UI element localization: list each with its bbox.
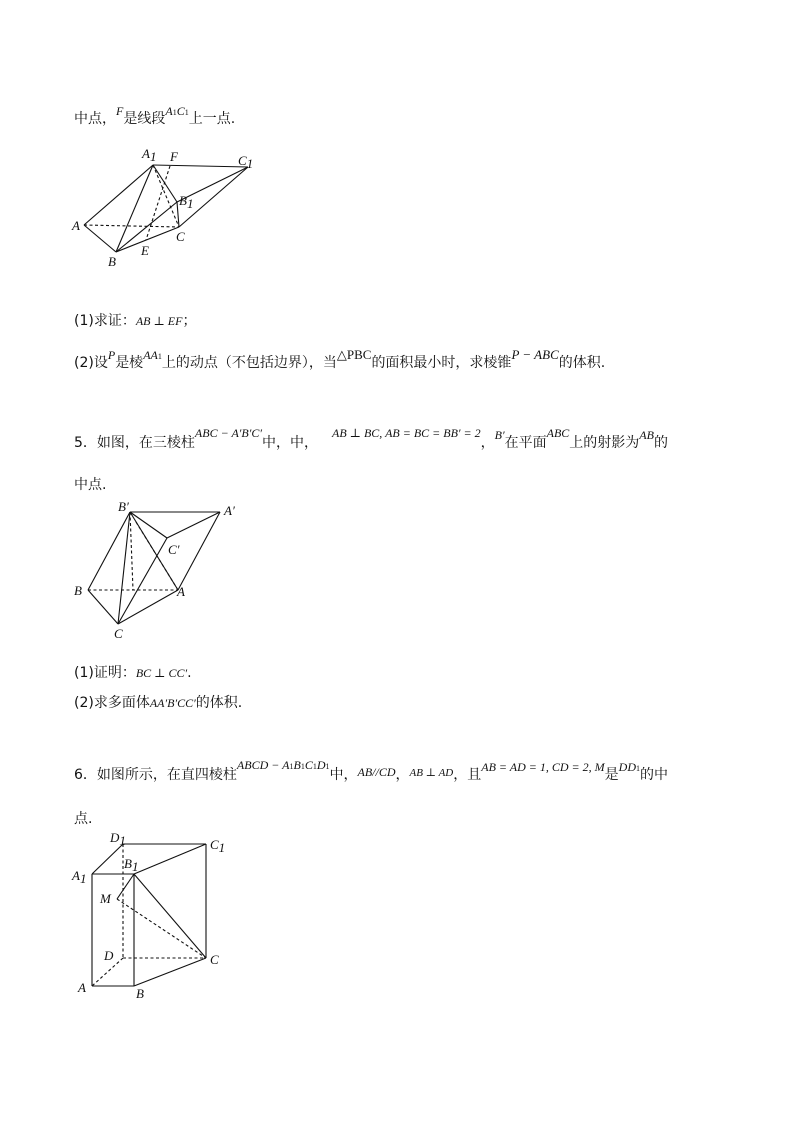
math-AB-perp-AD: AB ⊥ AD xyxy=(409,767,454,779)
text: (2)求多面体 xyxy=(74,695,150,711)
math-DD1: DD xyxy=(618,760,636,774)
math-A1C1-C: C xyxy=(176,104,185,118)
label-C: C xyxy=(114,626,123,641)
edge xyxy=(134,874,206,958)
math-AB: AB xyxy=(639,428,654,442)
label-B1: B1 xyxy=(179,193,194,211)
label-D1: D1 xyxy=(110,830,126,848)
problem4-q1 xyxy=(74,310,196,330)
text: 上的射影为 xyxy=(569,435,640,451)
problem5-q1 xyxy=(74,662,192,682)
text: 中， xyxy=(329,767,358,783)
edge xyxy=(84,225,116,252)
text: 的面积最小时，求棱锥 xyxy=(371,355,512,371)
problem-number: 6．如图所示，在直四棱柱 xyxy=(74,767,237,783)
math-A1C1-A: A xyxy=(165,104,173,118)
problem6-line1 xyxy=(74,758,668,784)
text: 中，中， xyxy=(262,435,319,451)
edge xyxy=(118,590,178,624)
math-condition: AB ⊥ BC, AB = BC = BB′ = 2 xyxy=(332,426,481,440)
text: 是棱 xyxy=(115,355,144,371)
math-AA1: AA xyxy=(143,348,158,362)
label-Cprime: C′ xyxy=(168,542,180,557)
text: 是线段 xyxy=(123,111,166,127)
text: 中点， xyxy=(74,111,116,127)
label-E: E xyxy=(141,243,149,258)
math-P: P xyxy=(107,348,116,362)
text: 上的动点（不包括边界），当 xyxy=(161,355,337,371)
label-M: M xyxy=(100,891,111,906)
label-B1: B1 xyxy=(124,856,139,874)
problem-number: 5．如图，在三棱柱 xyxy=(74,435,195,451)
math-B: B xyxy=(293,758,301,772)
text: 是 xyxy=(604,767,619,783)
subscript: 1 xyxy=(289,762,294,771)
math-prism: ABC − A′B′C′ xyxy=(194,426,263,440)
edge xyxy=(134,958,206,986)
subscript: 1 xyxy=(636,764,640,773)
label-A1: A1 xyxy=(142,146,157,164)
label-C: C xyxy=(176,229,185,244)
hidden-edge xyxy=(130,512,133,590)
text: 上一点. xyxy=(188,111,236,127)
math-Bprime: B′ xyxy=(494,428,505,442)
label-C: C xyxy=(210,952,219,967)
text: ， xyxy=(395,767,410,783)
text: (2)设 xyxy=(74,355,108,371)
edge xyxy=(134,844,206,874)
figure-prism-2 xyxy=(70,498,250,643)
text: 的 xyxy=(653,435,668,451)
text: ， xyxy=(480,435,495,451)
math-polyhedron: AA′B′CC′ xyxy=(149,696,196,710)
hidden-edge xyxy=(153,165,179,227)
edge xyxy=(92,844,123,874)
edge xyxy=(88,590,118,624)
math-prism: ABCD − A xyxy=(236,758,290,772)
problem5-line1 xyxy=(74,426,668,452)
subscript: 1 xyxy=(300,762,305,771)
edge xyxy=(117,874,134,899)
text: (1)证明： xyxy=(74,665,136,681)
text: 在平面 xyxy=(504,435,547,451)
text: 的中 xyxy=(640,767,668,783)
text: . xyxy=(187,665,192,681)
edge xyxy=(178,512,220,590)
subscript: 1 xyxy=(325,762,330,771)
figure-prism-1 xyxy=(70,145,270,270)
label-D: D xyxy=(104,948,114,963)
label-F: F xyxy=(170,149,178,164)
math-ABC: ABC xyxy=(546,426,570,440)
problem6-line2: 点. xyxy=(74,811,93,827)
math-triangle-PBC: △PBC xyxy=(336,347,372,362)
math-AB-parallel-CD: AB//CD xyxy=(357,765,396,779)
math-condition: AB = AD = 1, CD = 2, M xyxy=(481,760,605,774)
label-A: A xyxy=(78,980,86,995)
label-A1: A1 xyxy=(72,868,87,886)
text: ； xyxy=(182,313,197,329)
math-D: D xyxy=(316,758,326,772)
label-Bprime: B′ xyxy=(118,499,129,514)
label-B: B xyxy=(74,583,82,598)
hidden-edge xyxy=(84,225,179,227)
math-F: F xyxy=(116,104,124,118)
subscript: 1 xyxy=(184,108,189,117)
math-P-ABC: P − ABC xyxy=(511,347,559,362)
label-C1: C1 xyxy=(238,153,254,171)
label-Aprime: A′ xyxy=(224,503,235,518)
subscript: 1 xyxy=(172,108,177,117)
label-B: B xyxy=(136,986,144,1001)
text: (1)求证： xyxy=(74,313,136,329)
edge xyxy=(84,165,153,225)
subscript: 1 xyxy=(157,352,162,361)
text: 的体积. xyxy=(195,695,243,711)
problem5-line2: 中点. xyxy=(74,477,107,493)
math-AB-perp-EF: AB ⊥ EF xyxy=(135,314,183,328)
subscript: 1 xyxy=(312,762,317,771)
text: ，且 xyxy=(453,767,482,783)
edge xyxy=(88,512,130,590)
math-BC-perp-CC: BC ⊥ CC′ xyxy=(135,666,188,680)
hidden-edge xyxy=(117,899,206,958)
problem4-q2 xyxy=(74,347,606,372)
label-B: B xyxy=(108,254,116,269)
edge xyxy=(153,165,248,167)
math-C: C xyxy=(304,758,313,772)
figure-prism-3 xyxy=(70,830,240,1002)
text: 的体积. xyxy=(558,355,606,371)
edge xyxy=(130,512,167,538)
label-A: A xyxy=(177,584,185,599)
label-C1: C1 xyxy=(210,837,226,855)
label-A: A xyxy=(72,218,80,233)
problem5-q2 xyxy=(74,692,242,712)
edge xyxy=(167,512,220,538)
edge xyxy=(153,165,177,202)
problem4-line1 xyxy=(74,104,236,128)
